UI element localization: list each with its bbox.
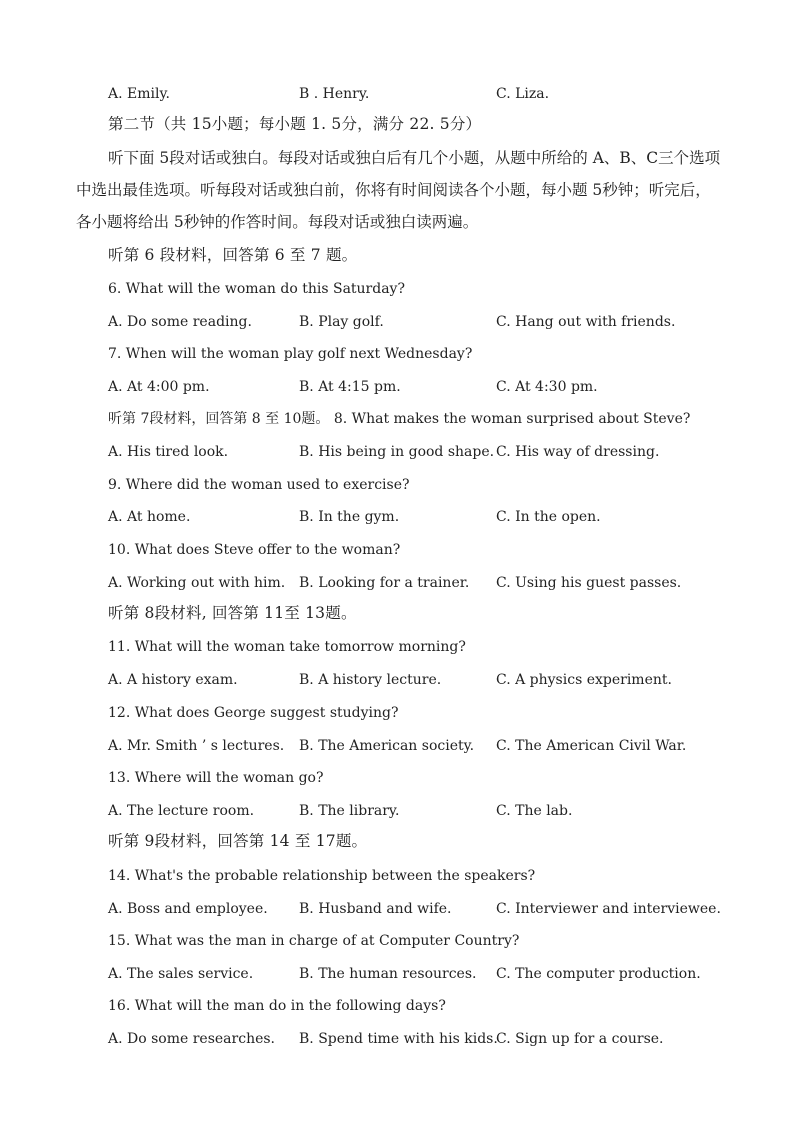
- q7-option-c: C. At 4:30 pm.: [496, 379, 598, 395]
- q15-option-b: B. The human resources.: [299, 966, 477, 982]
- q15-option-c: C. The computer production.: [496, 966, 701, 982]
- q11-stem: 11. What will the woman take tomorrow morning?: [108, 639, 466, 655]
- q7-stem: 7. When will the woman play golf next Wednesday?: [108, 346, 473, 362]
- q14-option-c: C. Interviewer and interviewee.: [496, 901, 721, 917]
- q9-option-b: B. In the gym.: [299, 509, 400, 525]
- q5-option-a: A. Emily.: [108, 86, 170, 102]
- q5-option-b: B . Henry.: [299, 86, 370, 102]
- q12-option-a: A. Mr. Smith ’ s lectures.: [108, 738, 285, 754]
- q8-option-c: C. His way of dressing.: [496, 444, 660, 460]
- q11-option-a: A. A history exam.: [108, 672, 238, 688]
- instructions: 听下面 5段对话或独白。每段对话或独白后有几个小题，从题中所给的 A、B、C三个选项中选出最佳选项。听每段对话或独白前，你将有时间阅读各个小题，每小题 5秒钟；听完后，各小题将给出 5秒钟的作答时间。每段对话或独白读两遍。: [76, 149, 721, 231]
- q7-option-a: A. At 4:00 pm.: [108, 379, 210, 395]
- material7-q8-stem: 听第 7段材料，回答第 8 至 10题。 8. What makes the woman surprised about Steve?: [108, 411, 691, 427]
- material9-heading: 听第 9段材料，回答第 14 至 17题。: [108, 832, 368, 850]
- q6-option-a: A. Do some reading.: [108, 314, 252, 330]
- q13-option-a: A. The lecture room.: [108, 803, 255, 819]
- q6-stem: 6. What will the woman do this Saturday?: [108, 281, 405, 297]
- q15-option-a: A. The sales service.: [108, 966, 254, 982]
- q16-stem: 16. What will the man do in the following days?: [108, 998, 446, 1014]
- q13-option-b: B. The library.: [299, 803, 400, 819]
- q5-option-c: C. Liza.: [496, 86, 550, 102]
- q13-option-c: C. The lab.: [496, 803, 573, 819]
- section2-heading: 第二节（共 15小题；每小题 1. 5分，满分 22. 5分）: [108, 115, 482, 133]
- q9-option-a: A. At home.: [108, 509, 191, 525]
- q6-option-b: B. Play golf.: [299, 314, 384, 330]
- q7-option-b: B. At 4:15 pm.: [299, 379, 401, 395]
- q16-option-a: A. Do some researches.: [108, 1031, 276, 1047]
- q16-option-b: B. Spend time with his kids.: [299, 1031, 498, 1047]
- q10-option-a: A. Working out with him.: [108, 575, 286, 591]
- material8-heading: 听第 8段材料, 回答第 11至 13题。: [108, 604, 357, 622]
- q13-stem: 13. Where will the woman go?: [108, 770, 324, 786]
- q16-option-c: C. Sign up for a course.: [496, 1031, 664, 1047]
- q6-option-c: C. Hang out with friends.: [496, 314, 676, 330]
- material6-heading: 听第 6 段材料，回答第 6 至 7 题。: [108, 246, 358, 264]
- q10-option-b: B. Looking for a trainer.: [299, 575, 470, 591]
- q11-option-b: B. A history lecture.: [299, 672, 442, 688]
- q14-option-b: B. Husband and wife.: [299, 901, 452, 917]
- q15-stem: 15. What was the man in charge of at Computer Country?: [108, 933, 520, 949]
- q10-option-c: C. Using his guest passes.: [496, 575, 682, 591]
- q11-option-c: C. A physics experiment.: [496, 672, 672, 688]
- q12-option-c: C. The American Civil War.: [496, 738, 687, 754]
- q8-option-a: A. His tired look.: [108, 444, 229, 460]
- q12-option-b: B. The American society.: [299, 738, 475, 754]
- q14-option-a: A. Boss and employee.: [108, 901, 268, 917]
- q8-option-b: B. His being in good shape.: [299, 444, 495, 460]
- q12-stem: 12. What does George suggest studying?: [108, 705, 399, 721]
- q9-stem: 9. Where did the woman used to exercise?: [108, 477, 410, 493]
- q14-stem: 14. What's the probable relationship between the speakers?: [108, 868, 536, 884]
- q10-stem: 10. What does Steve offer to the woman?: [108, 542, 401, 558]
- q9-option-c: C. In the open.: [496, 509, 601, 525]
